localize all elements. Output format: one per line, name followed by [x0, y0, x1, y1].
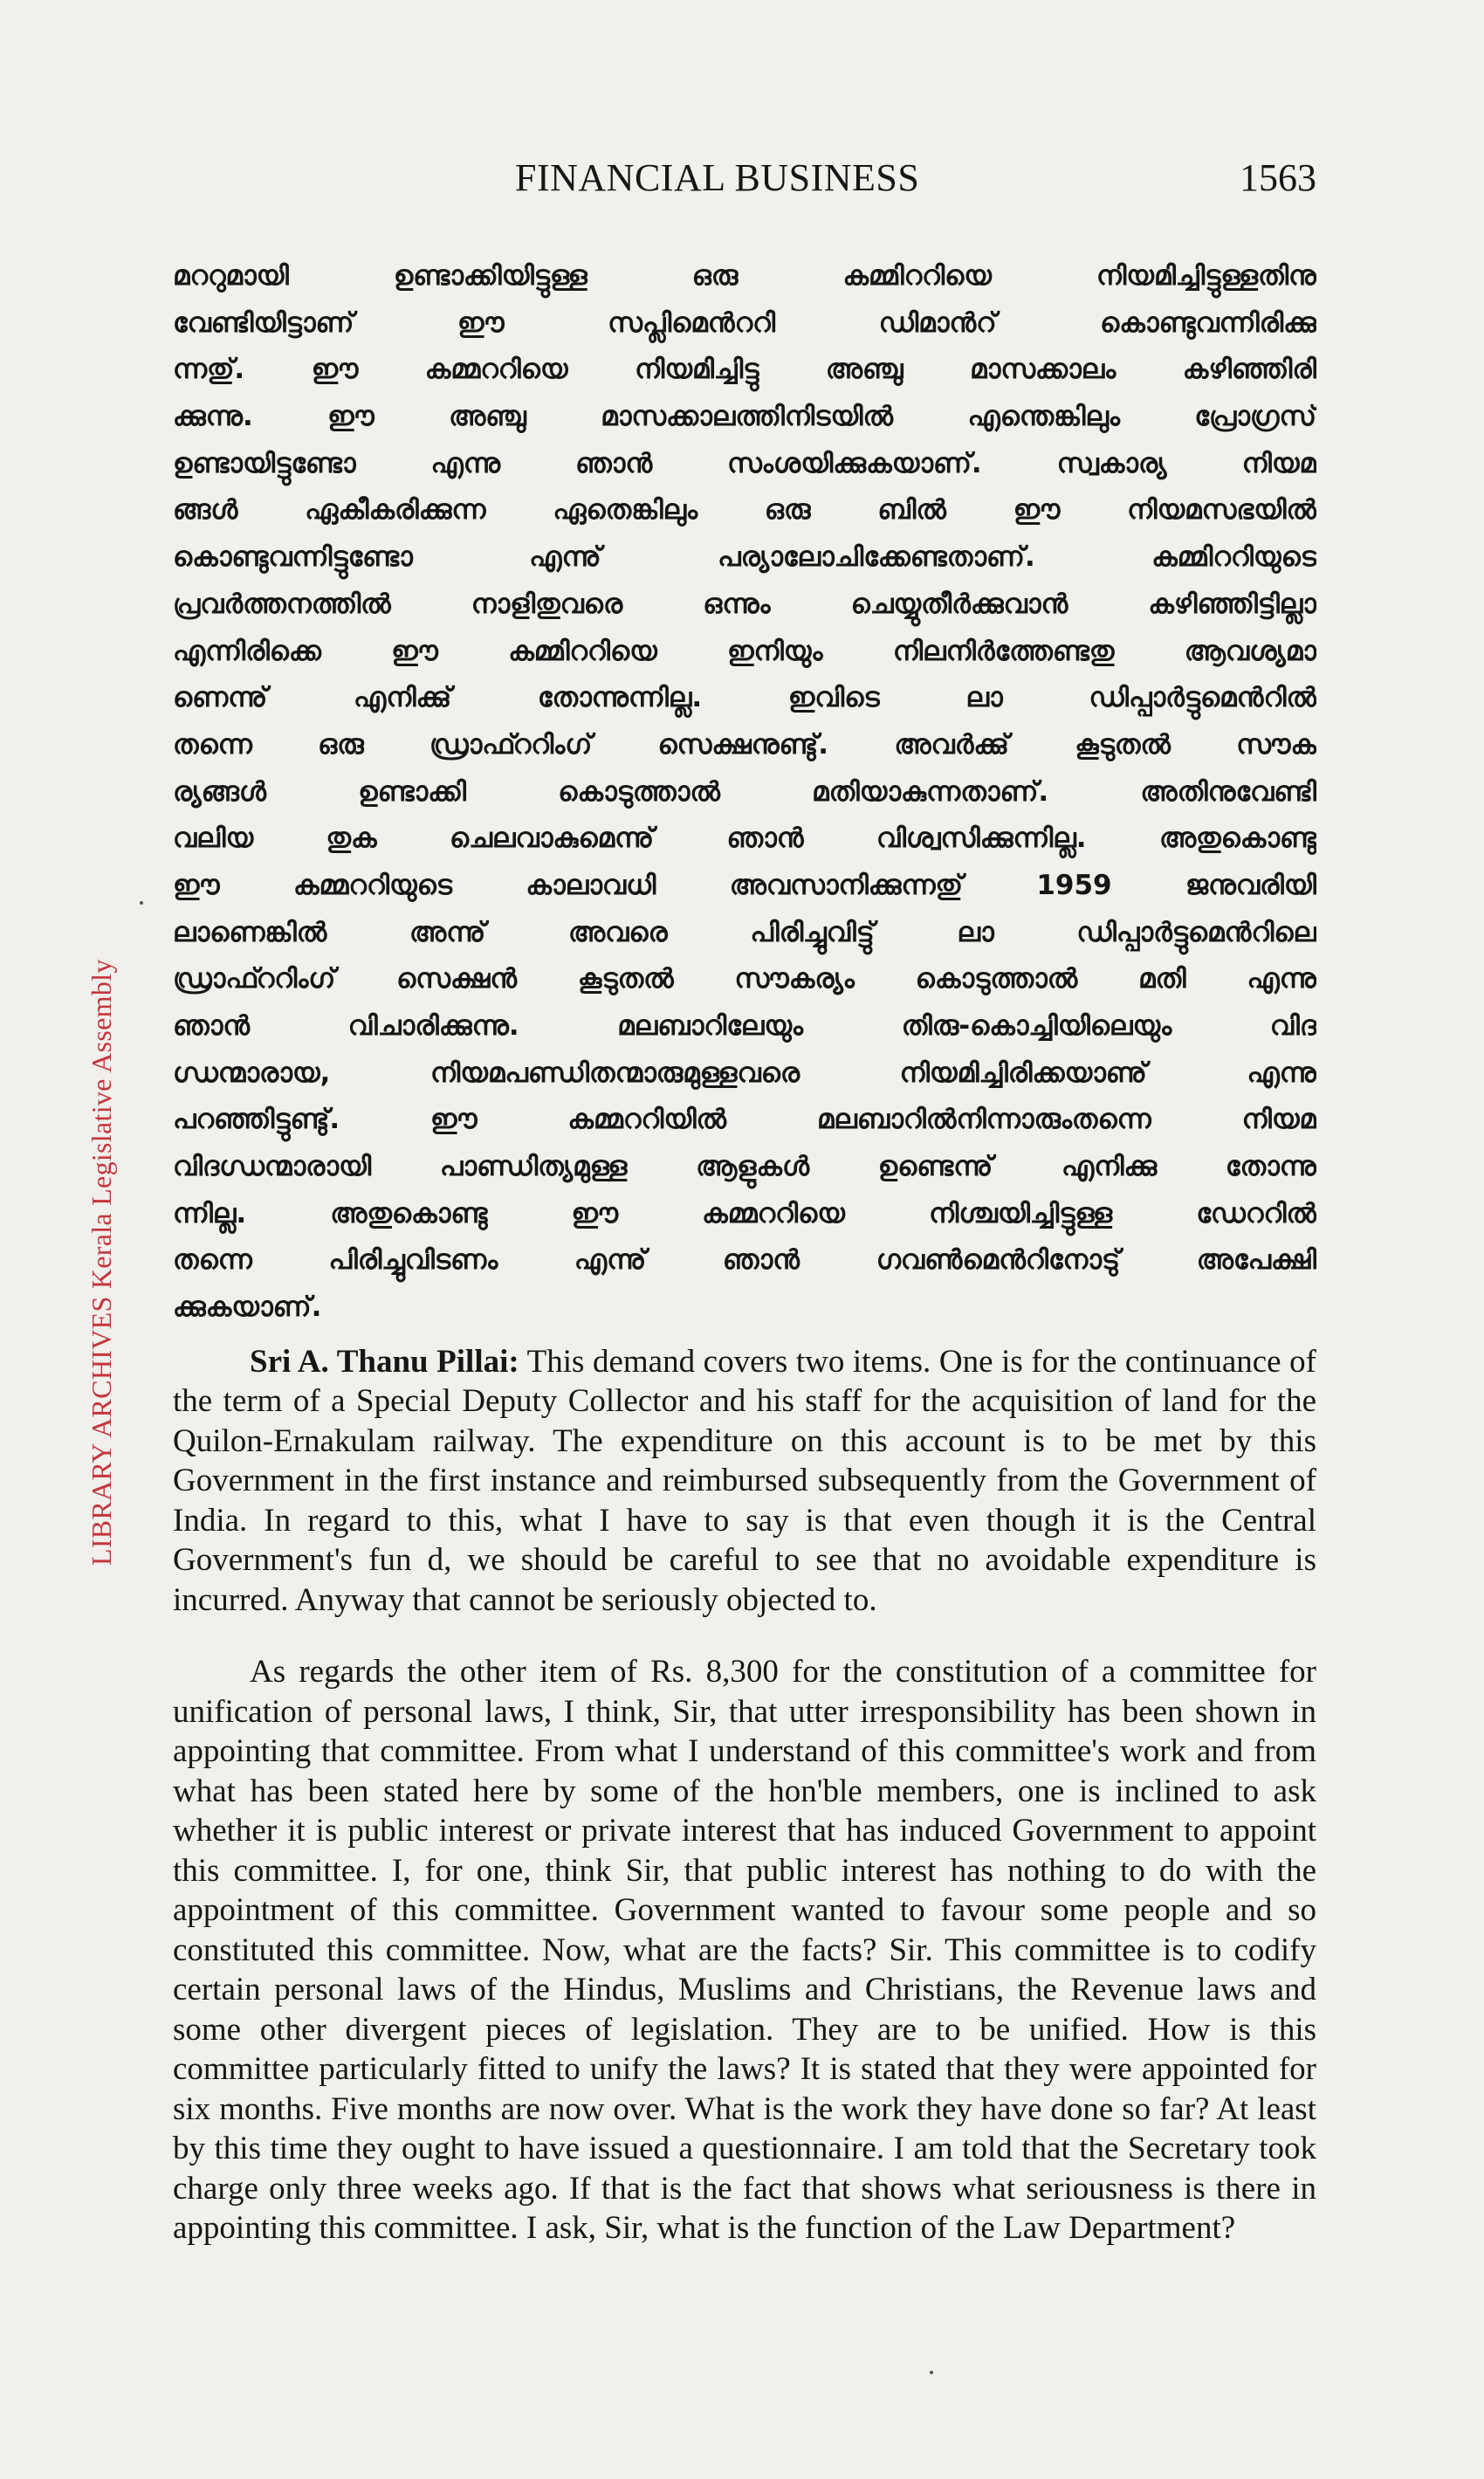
malayalam-line: കൊണ്ടുവന്നിട്ടുണ്ടോ എന്നു് പര്യാലോചിക്കേണ്ടതാണ്. കമ്മിററിയുടെ [173, 541, 1316, 574]
speech-paragraph [173, 1342, 1316, 1621]
malayalam-line: ഉണ്ടായിട്ടുണ്ടോ എന്നു ഞാൻ സംശയിക്കുകയാണ്. സ്വകാര്യ നിയമ [173, 447, 1316, 479]
malayalam-line: ങ്ങൾ ഏകീകരിക്കുന്ന ഏതെങ്കിലും ഒരു ബിൽ ഈ നിയമസഭയിൽ [173, 494, 1316, 527]
scan-speck [140, 901, 143, 905]
malayalam-line: തന്നെ പിരിച്ചുവിടണം എന്നു് ഞാൻ ഗവൺമെൻറിനോടു് അപേക്ഷി [173, 1244, 1316, 1277]
body-text [173, 253, 1316, 2281]
malayalam-line: ഗ്ധന്മാരായ, നിയമപണ്ഡിതന്മാരുമുള്ളവരെ നിയമിച്ചിരിക്കയാണു് എന്നു [173, 1057, 1316, 1089]
malayalam-line: ഈ കമ്മററിയുടെ കാലാവധി അവസാനിക്കുന്നതു് 1959 ജനുവരിയി [173, 869, 1316, 901]
malayalam-line: ണെന്നു് എനിക്കു് തോന്നുന്നില്ല. ഇവിടെ ലാ ഡിപ്പാർട്ടുമെൻറിൽ [173, 682, 1316, 714]
archive-watermark-stamp: LIBRARY ARCHIVES Kerala Legislative Assembly [86, 959, 117, 1566]
malayalam-line: തന്നെ ഒരു ഡ്രാഫ്ററിംഗ് സെക്ഷനുണ്ടു്. അവർക്കു് കൂടുതൽ സൗക [173, 728, 1316, 761]
malayalam-line: ഡ്രാഫ്ററിംഗ് സെക്ഷൻ കൂടുതൽ സൗകര്യം കൊടുത്താൽ മതി എന്നു [173, 963, 1316, 995]
malayalam-line: ലാണെങ്കിൽ അന്നു് അവരെ പിരിച്ചുവിട്ടു് ലാ ഡിപ്പാർട്ടുമെൻറിലെ [173, 916, 1316, 948]
malayalam-line: ന്നതു്. ഈ കമ്മററിയെ നിയമിച്ചിട്ടു അഞ്ചു മാസക്കാലം കഴിഞ്ഞിരി [173, 354, 1316, 386]
malayalam-line: ക്കുന്നു. ഈ അഞ്ചു മാസക്കാലത്തിനിടയിൽ എന്തെങ്കിലും പ്രോഗ്രസ് [173, 401, 1316, 433]
page-number: 1563 [1240, 156, 1316, 199]
malayalam-line: ര്യങ്ങൾ ഉണ്ടാക്കി കൊടുത്താൽ മതിയാകുന്നതാണ്. അതിനുവേണ്ടി [173, 775, 1316, 808]
malayalam-line: ന്നില്ല. അതുകൊണ്ടു ഈ കമ്മററിയെ നിശ്ചയിച്ചിട്ടുള്ള ഡേററിൽ [173, 1197, 1316, 1229]
paragraph-text: As regards the other item of Rs. 8,300 for the constitution of a committee for unification of personal laws, I think, Sir, that utter irresponsibility has been shown in appointing that committee. From what I understand of this committee's work and from what has been stated here by some of the hon'ble members, one is inclined to ask whether it is public interest or private interest that has induced Government to appoint this committee. I, for one, think Sir, that public interest has nothing to do with the appointment of this committee. Government wanted to favour some people and so constituted this committee. Now, what are the facts? Sir. This committee is to codify certain personal laws of the Hindus, Muslims and Christians, the Revenue laws and some other divergent pieces of legislation. They are to be unified. How is this committee particularly fitted to unify the laws? It is stated that they were appointed for six months. Five months are now over. What is the work they have done so far? At least by this time they ought to have issued a questionnaire. I am told that the Secretary took charge only three weeks ago. If that is the fact that shows what seriousness is there in appointing this committee. I ask, Sir, what is the function of the Law Department? [173, 1654, 1316, 2247]
malayalam-line: വിദഗ്ധന്മാരായി പാണ്ഡിത്യമുള്ള ആളുകൾ ഉണ്ടെന്നു് എനിക്കു തോന്നു [173, 1151, 1316, 1183]
malayalam-line: പറഞ്ഞിട്ടുണ്ടു്. ഈ കമ്മററിയിൽ മലബാറിൽനിന്നാരുംതന്നെ നിയമ [173, 1104, 1316, 1136]
paragraph-text: This demand covers two items. One is for the continuance of the term of a Special Deputy Collector and his staff for the acquisition of land for the Quilon-Ernakulam railway. The expenditure on this account is to be met by this Government in the first instance and reimbursed subsequently from the Government of India. In regard to this, what I have to say is that even though it is the Central Government's fun d, we should be careful to see that no avoidable expenditure is incurred. Anyway that cannot be seriously objected to. [173, 1343, 1316, 1618]
malayalam-line: ഞാൻ വിചാരിക്കുന്നു. മലബാറിലേയും തിരു-കൊച്ചിയിലെയും വിദ [173, 1010, 1316, 1042]
malayalam-line: ക്കുകയാണ്. [173, 1291, 322, 1324]
malayalam-line: വലിയ തുക ചെലവാകുമെന്നു് ഞാൻ വിശ്വസിക്കുന്നില്ല. അതുകൊണ്ടു [173, 823, 1316, 855]
malayalam-line: പ്രവർത്തനത്തിൽ നാളിതുവരെ ഒന്നും ചെയ്യുതീർക്കുവാൻ കഴിഞ്ഞിട്ടില്ലാ [173, 588, 1316, 620]
speech-paragraph [173, 1652, 1316, 2248]
running-header-title: FINANCIAL BUSINESS [515, 156, 920, 199]
malayalam-line: എന്നിരിക്കെ ഈ കമ്മിററിയെ ഇനിയും നിലനിർത്തേണ്ടതു ആവശ്യമാ [173, 635, 1316, 667]
malayalam-line: മററുമായി ഉണ്ടാക്കിയിട്ടുള്ള ഒരു കമ്മിററിയെ നിയമിച്ചിട്ടുള്ളതിനു [173, 260, 1316, 292]
speaker-name: Sri A. Thanu Pillai: [250, 1343, 519, 1380]
malayalam-line: വേണ്ടിയിട്ടാണ് ഈ സപ്ലിമെൻററി ഡിമാൻറ് കൊണ്ടുവന്നിരിക്കു [173, 306, 1316, 339]
scan-speck [930, 2371, 933, 2374]
